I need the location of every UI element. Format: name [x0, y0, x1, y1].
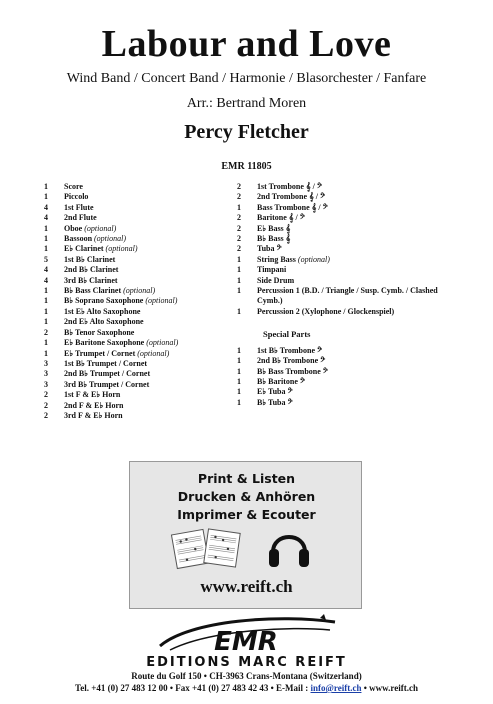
- publisher-name: EDITIONS MARC REIFT: [146, 655, 347, 670]
- part-quantity: 1: [237, 202, 241, 212]
- special-part-row: [237, 356, 457, 366]
- right-part-row: [237, 203, 457, 213]
- part-quantity: 3: [44, 369, 48, 379]
- part-quantity: 2: [237, 234, 241, 244]
- part-quantity: 4: [44, 213, 48, 223]
- part-name: B♭ Baritone 𝄢: [257, 376, 306, 386]
- part-quantity: 1: [44, 192, 48, 202]
- part-quantity: 1: [237, 286, 241, 296]
- part-name: Score: [64, 182, 83, 191]
- part-name: E♭ Tuba 𝄢: [257, 387, 293, 397]
- part-quantity: 2: [44, 410, 48, 420]
- part-name: E♭ Clarinet (optional): [64, 244, 138, 254]
- part-name: 1st F & E♭ Horn: [64, 390, 121, 400]
- part-quantity: 1: [44, 223, 48, 233]
- part-quantity: 4: [44, 202, 48, 212]
- right-part-row: [237, 182, 457, 192]
- special-part-row: [237, 346, 457, 356]
- part-name: E♭ Trumpet / Cornet (optional): [64, 348, 170, 358]
- left-part-row: [44, 213, 234, 223]
- part-name: B♭ Bass 𝄞: [257, 234, 291, 244]
- part-name: 1st E♭ Alto Saxophone: [64, 306, 141, 316]
- parts-list-left: [44, 182, 234, 421]
- left-part-row: [44, 182, 234, 192]
- left-part-row: [44, 411, 234, 421]
- part-name: 3rd B♭ Clarinet: [64, 275, 118, 285]
- right-part-row: [237, 265, 457, 275]
- sheet-music-icon: [170, 526, 242, 570]
- part-name: 3rd F & E♭ Horn: [64, 410, 123, 420]
- part-name: Side Drum: [257, 275, 295, 285]
- part-name: 1st B♭ Clarinet: [64, 254, 116, 264]
- part-name: Percussion 2 (Xylophone / Glockenspiel): [257, 306, 395, 316]
- special-part-row: [237, 367, 457, 377]
- part-name: Bass Trombone 𝄞 / 𝄢: [257, 202, 328, 212]
- part-quantity: 1: [237, 356, 241, 366]
- email-link[interactable]: info@reift.ch: [310, 683, 362, 693]
- part-quantity: 1: [44, 317, 48, 327]
- part-name: Oboe (optional): [64, 223, 117, 233]
- right-part-row: [237, 307, 457, 317]
- part-name: 2nd Flute: [64, 213, 97, 223]
- contact-website: • www.reift.ch: [361, 683, 418, 693]
- part-quantity: 1: [237, 265, 241, 275]
- publisher-address: Route du Golf 150 • CH-3963 Crans-Montana (Switzerland): [131, 671, 362, 681]
- promo-line-3: Imprimer & Ecouter: [177, 507, 316, 522]
- special-part-row: [237, 398, 457, 408]
- part-name: Piccolo: [64, 192, 89, 202]
- part-name: E♭ Bass 𝄞: [257, 223, 291, 233]
- left-part-row: [44, 401, 234, 411]
- right-part-row: [237, 255, 457, 265]
- part-name: Tuba 𝄢: [257, 244, 282, 254]
- print-listen-box[interactable]: [129, 461, 362, 609]
- parts-list-right: [237, 182, 457, 408]
- part-name: Percussion 1 (B.D. / Triangle / Susp. Cymb. / Clashed Cymb.): [257, 286, 438, 306]
- left-part-row: [44, 203, 234, 213]
- part-quantity: 1: [44, 234, 48, 244]
- part-name: 1st Flute: [64, 202, 94, 212]
- emr-logo-icon: [130, 612, 363, 660]
- left-part-row: [44, 296, 234, 306]
- part-name: Bassoon (optional): [64, 234, 127, 244]
- ensemble-subtitle: Wind Band / Concert Band / Harmonie / Blasorchester / Fanfare: [66, 71, 427, 86]
- part-name: 1st Trombone 𝄞 / 𝄢: [257, 182, 322, 191]
- special-part-row: [237, 377, 457, 387]
- part-quantity: 1: [237, 397, 241, 407]
- score-title: Labour and Love: [101, 23, 392, 65]
- logo-text: EMR: [214, 627, 278, 657]
- promo-line-1: Print & Listen: [197, 471, 296, 486]
- part-quantity: 1: [44, 338, 48, 348]
- left-part-row: [44, 192, 234, 202]
- part-name: 2nd F & E♭ Horn: [64, 400, 124, 410]
- promo-line-2: Drucken & Anhören: [177, 489, 316, 504]
- right-part-row: [237, 286, 457, 307]
- left-part-row: [44, 390, 234, 400]
- right-part-row: [237, 224, 457, 234]
- left-part-row: [44, 276, 234, 286]
- part-quantity: 1: [237, 376, 241, 386]
- arranger: Arr.: Bertrand Moren: [186, 96, 307, 111]
- part-quantity: 2: [237, 192, 241, 202]
- part-quantity: 1: [44, 182, 48, 191]
- left-part-row: [44, 224, 234, 234]
- part-name: Baritone 𝄞 / 𝄢: [257, 213, 305, 223]
- right-part-row: [237, 234, 457, 244]
- right-part-row: [237, 276, 457, 286]
- website-link[interactable]: www.reift.ch: [200, 577, 293, 596]
- part-quantity: 1: [44, 244, 48, 254]
- left-part-row: [44, 307, 234, 317]
- part-name: String Bass (optional): [257, 254, 330, 264]
- left-part-row: [44, 286, 234, 296]
- part-quantity: 4: [44, 265, 48, 275]
- part-quantity: 1: [44, 296, 48, 306]
- contact-phone-fax: Tel. +41 (0) 27 483 12 00 • Fax +41 (0) 27 483 42 43 • E-Mail :: [75, 683, 311, 693]
- left-part-row: [44, 265, 234, 275]
- right-part-row: [237, 192, 457, 202]
- part-quantity: 2: [237, 244, 241, 254]
- part-name: B♭ Bass Trombone 𝄢: [257, 366, 328, 376]
- composer: Percy Fletcher: [184, 121, 309, 143]
- left-part-row: [44, 338, 234, 348]
- part-quantity: 1: [44, 286, 48, 296]
- right-part-row: [237, 213, 457, 223]
- left-part-row: [44, 255, 234, 265]
- part-name: 2nd B♭ Trumpet / Cornet: [64, 369, 151, 379]
- publisher-contact: [0, 683, 493, 693]
- part-quantity: 2: [237, 223, 241, 233]
- part-quantity: 2: [237, 182, 241, 191]
- part-quantity: 2: [237, 213, 241, 223]
- part-quantity: 1: [237, 254, 241, 264]
- part-name: 1st B♭ Trumpet / Cornet: [64, 358, 148, 368]
- part-name: B♭ Soprano Saxophone (optional): [64, 296, 178, 306]
- left-part-row: [44, 349, 234, 359]
- part-name: 2nd E♭ Alto Saxophone: [64, 317, 144, 327]
- part-quantity: 1: [237, 275, 241, 285]
- left-part-row: [44, 328, 234, 338]
- part-name: 3rd B♭ Trumpet / Cornet: [64, 379, 150, 389]
- left-part-row: [44, 359, 234, 369]
- part-quantity: 3: [44, 358, 48, 368]
- catalog-number: EMR 11805: [221, 161, 272, 172]
- left-part-row: [44, 380, 234, 390]
- left-part-row: [44, 369, 234, 379]
- part-quantity: 1: [237, 345, 241, 355]
- special-part-row: [237, 387, 457, 397]
- part-quantity: 5: [44, 254, 48, 264]
- part-name: E♭ Baritone Saxophone (optional): [64, 338, 179, 348]
- special-parts-heading: Special Parts: [263, 329, 311, 340]
- part-name: 2nd B♭ Clarinet: [64, 265, 119, 275]
- part-quantity: 1: [44, 348, 48, 358]
- part-quantity: 1: [44, 306, 48, 316]
- part-name: B♭ Tuba 𝄢: [257, 397, 293, 407]
- left-part-row: [44, 317, 234, 327]
- part-quantity: 4: [44, 275, 48, 285]
- part-name: B♭ Bass Clarinet (optional): [64, 286, 156, 296]
- part-name: 1st B♭ Trombone 𝄢: [257, 345, 323, 355]
- part-quantity: 3: [44, 379, 48, 389]
- part-quantity: 1: [237, 387, 241, 397]
- part-name: 2nd Trombone 𝄞 / 𝄢: [257, 192, 326, 202]
- left-part-row: [44, 234, 234, 244]
- part-name: Timpani: [257, 265, 287, 275]
- part-name: B♭ Tenor Saxophone: [64, 327, 135, 337]
- right-part-row: [237, 244, 457, 254]
- part-quantity: 2: [44, 400, 48, 410]
- headphones-icon: [267, 522, 311, 572]
- part-quantity: 1: [237, 366, 241, 376]
- part-name: 2nd B♭ Trombone 𝄢: [257, 356, 326, 366]
- part-quantity: 1: [237, 306, 241, 316]
- part-quantity: 2: [44, 327, 48, 337]
- part-quantity: 2: [44, 390, 48, 400]
- left-part-row: [44, 244, 234, 254]
